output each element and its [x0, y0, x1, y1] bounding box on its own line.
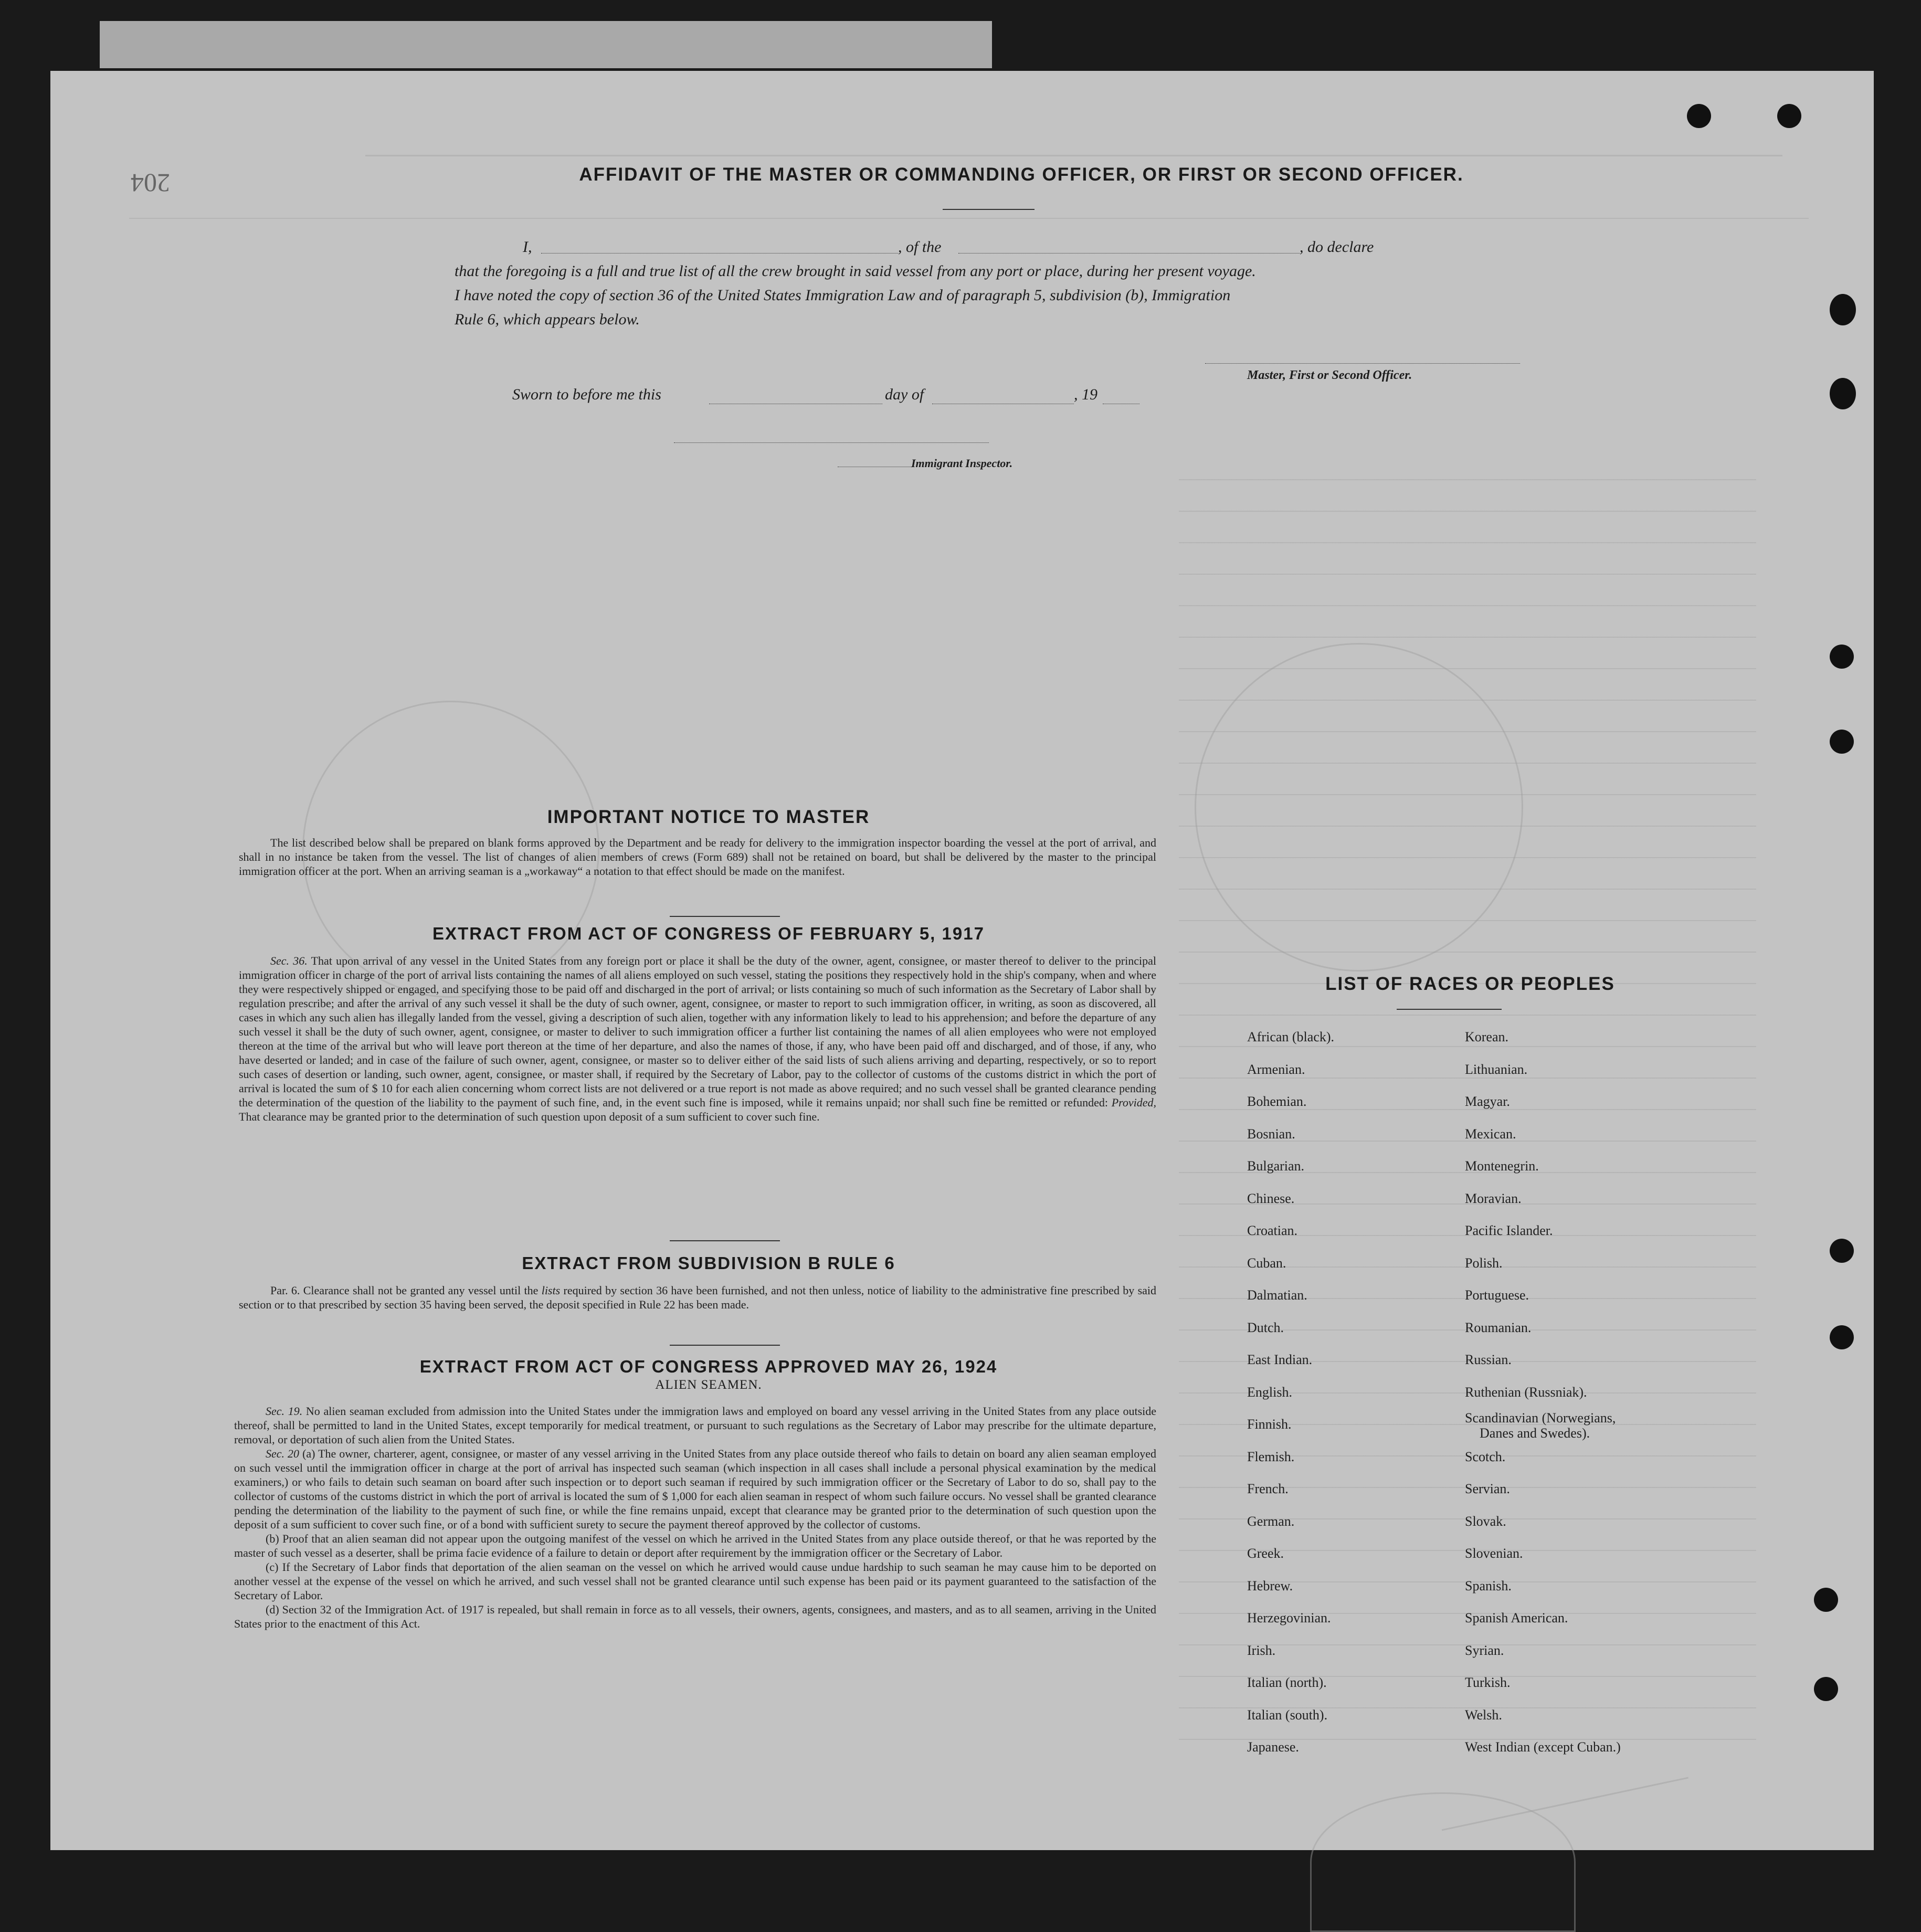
subdivision-text [239, 1283, 1156, 1312]
notice-paragraph: The list described below shall be prepared on blank forms approved by the Department and be ready for delivery to the immigration inspector boarding the vessel at the port of arrival, and shall in no instance be taken from the vessel. The list of changes of alien members of crews (Form 689) shall not be retained on board, but shall be delivered by the master to the principal immigration officer at the port. When an arriving seaman is a „workaway“ a notation to that effect should be made on the manifest. [239, 836, 1156, 878]
race-item: Finnish. [1247, 1417, 1292, 1432]
affidavit-line-3: I have noted the copy of section 36 of the United States Immigration Law and of paragraph 5, subdivision (b), Immigration [455, 287, 1231, 304]
master-signature-label: Master, First or Second Officer. [1247, 368, 1412, 382]
race-item: East Indian. [1247, 1352, 1313, 1367]
previous-page-edge [100, 21, 992, 68]
affidavit-title: AFFIDAVIT OF THE MASTER OR COMMANDING OFFICER, OR FIRST OR SECOND OFFICER. [579, 164, 1464, 185]
race-item: Korean. [1465, 1029, 1509, 1044]
section-19-paragraph [234, 1404, 1156, 1447]
sworn-end: , 19 [1074, 386, 1097, 403]
race-item: Portuguese. [1465, 1287, 1529, 1303]
race-item: Lithuanian. [1465, 1061, 1528, 1077]
race-item: Slovak. [1465, 1513, 1506, 1529]
punch-hole [1814, 1588, 1838, 1612]
section-20b-paragraph: (b) Proof that an alien seaman did not appear upon the outgoing manifest of the vessel on which he arrived in the United States from any place outside thereof, or that he was reported by the master of such vessel as a deserter, shall be prima facie evidence of a failure to detain or deport after requirement by the immigration officer or the Secretary of Labor. [234, 1532, 1156, 1559]
race-item: West Indian (except Cuban.) [1465, 1739, 1621, 1755]
races-rule [1397, 1009, 1502, 1010]
race-item: Moravian. [1465, 1190, 1522, 1206]
punch-hole [1830, 645, 1854, 669]
race-item: Herzegovinian. [1247, 1610, 1331, 1625]
handwritten-sheet-number: 204 [131, 168, 170, 198]
section-36-text: That upon arrival of any vessel in the United States from any foreign port or place it shall be the duty of the owner, agent, consignee, or master thereof to deliver to the principal immigration officer in charge of the port of arrival lists containing the names of all aliens employed on such vessel, stating the positions they respectively hold in the ship's company, when and where they were respectively shipped or engaged, and specifying those to be paid off and discharged in the port of arrival; or lists containing so much of such information as the Secretary of Labor shall by regulation prescribe; and after the arrival of any such vessel it shall be the duty of such owner, agent, consignee, or master to report to such immigration officer, in writing, as soon as discovered, all cases in which any such alien has illegally landed from the vessel, giving a description of such alien, together with any information likely to lead to his apprehension; and before the departure of any such vessel it shall be the duty of such owner, agent, consignee, or master to deliver to such immigration officer a further list containing the names of all alien employees who were not employed thereon at the time of the arrival but who will leave port thereon at the time of her departure, and also the names of those, if any, who have been paid off and discharged, and of those, if any, who have deserted or landed; and in case of the failure of such owner, agent, consignee, or master so to deliver either of the said lists of such aliens arriving and departing, respectively, or so to report such cases of desertion or landing, such owner, agent, consignee, or master shall, if required by the Secretary of Labor, pay to the collector of customs of the customs district in which the port of arrival is located the sum of $ 10 for each alien concerning whom correct lists are not delivered or a true report is not made as above required; and no such vessel shall be granted clearance pending the determination of the question of the liability to the payment of such fine, and, in the event such fine is imposed, while it remains unpaid; nor shall such fine be remitted or refunded: [239, 954, 1156, 1109]
provided-word: Provided, [1111, 1096, 1157, 1109]
race-item: Italian (south). [1247, 1707, 1328, 1723]
section-20d-paragraph: (d) Section 32 of the Immigration Act. of 1917 is repealed, but shall remain in force as to all vessels, their owners, agents, consignees, and masters, and as to all seamen, arriving in the United States prior to the enactment of this Act. [234, 1603, 1156, 1630]
races-title: LIST OF RACES OR PEOPLES [1325, 974, 1615, 994]
section-rule [670, 916, 780, 917]
sworn-line [512, 386, 1247, 410]
declare-end: , do declare [1300, 238, 1374, 256]
sworn-prefix: Sworn to before me this [512, 386, 661, 403]
inspector-signature-line [674, 442, 989, 443]
notice-text [239, 836, 1156, 878]
signature-line [1205, 363, 1520, 364]
race-item: Irish. [1247, 1642, 1276, 1658]
affidavit-body [455, 235, 1531, 332]
punch-hole [1830, 730, 1854, 754]
section-20-label: Sec. 20 [266, 1447, 300, 1460]
sworn-mid: day of [885, 386, 924, 403]
paragraph-6-text-a: Par. 6. Clearance shall not be granted any vessel until the [270, 1284, 539, 1297]
paragraph-6-text-b: required by section 36 have been furnished, and not then unless, notice of liability to the administrative fine prescribed by said section or to that prescribed by section 35 having been served, the deposit specified in Rule 22 has been made. [239, 1284, 1157, 1311]
affidavit-line-2: that the foregoing is a full and true list of all the crew brought in said vessel from any port or place, during her present voyage. [455, 262, 1256, 280]
race-item: Chinese. [1247, 1190, 1295, 1206]
race-item: Japanese. [1247, 1739, 1299, 1755]
race-item: Servian. [1465, 1481, 1510, 1496]
section-20c-paragraph: (c) If the Secretary of Labor finds that deportation of the alien seaman on the vessel on which he arrived would cause undue hardship to such seaman he may cause him to be deported on another vessel at the expense of the vessel on which he arrived, and such vessel shall not be granted clearance until such expense has been paid or its payment guaranteed to the satisfaction of the Secretary of Labor. [234, 1560, 1156, 1602]
race-item: Slovenian. [1465, 1546, 1523, 1561]
punch-hole [1830, 1239, 1854, 1263]
inspector-label-text: Immigrant Inspector. [911, 457, 1013, 470]
paragraph-6 [239, 1283, 1156, 1312]
affidavit-line-4: Rule 6, which appears below. [455, 311, 640, 328]
race-item: Bosnian. [1247, 1126, 1295, 1142]
race-item: Italian (north). [1247, 1675, 1327, 1690]
lists-word: lists [541, 1284, 561, 1297]
section-36-label: Sec. 36. [270, 954, 308, 967]
punch-hole [1814, 1677, 1838, 1701]
race-item: Montenegrin. [1465, 1158, 1539, 1174]
inspector-label [838, 457, 1012, 470]
notice-title: IMPORTANT NOTICE TO MASTER [547, 807, 870, 827]
title-rule [943, 209, 1035, 210]
subdivision-title: EXTRACT FROM SUBDIVISION B RULE 6 [522, 1253, 895, 1273]
race-item: Welsh. [1465, 1707, 1502, 1723]
race-item: Pacific Islander. [1465, 1223, 1553, 1238]
declare-mid: , of the [898, 238, 942, 256]
race-item: Mexican. [1465, 1126, 1516, 1142]
race-item: Magyar. [1465, 1094, 1510, 1109]
section-19-label: Sec. 19. [266, 1405, 303, 1418]
section-rule [670, 1345, 780, 1346]
race-item: Greek. [1247, 1546, 1284, 1561]
alien-seamen-subtitle: ALIEN SEAMEN. [655, 1378, 762, 1392]
race-item: Dalmatian. [1247, 1287, 1307, 1303]
extract-1924-title: EXTRACT FROM ACT OF CONGRESS APPROVED MAY 26, 1924 [419, 1357, 998, 1376]
race-item: Polish. [1465, 1255, 1503, 1271]
race-item: Spanish American. [1465, 1610, 1568, 1625]
section-36-text-end: That clearance may be granted prior to the determination of such question upon deposit of a sum sufficient to cover such fine. [239, 1110, 820, 1123]
races-right-column [1465, 1021, 1621, 1764]
section-20a-text: (a) The owner, charterer, agent, consignee, or master of any vessel arriving in the United States from any place outside thereof who fails to detain on board any alien seaman employed on such vessel until the immigration officer in charge at the port of arrival has inspected such seaman (which inspection in all cases shall include a personal physical examination by the medical examiners,) or who fails to detain such seaman on board after such inspection or to deport such seaman if required by such immigration officer or the Secretary of Labor to do so, shall pay to the collector of customs of the customs district in which the port of arrival is located the sum of $ 1,000 for each alien seaman in respect of whom such failure occurs. No vessel shall be granted clearance pending the determination of the liability to the payment of such fine, or while the fine remains unpaid, except that clearance may be granted prior to the determination of such question upon the deposit of a sum sufficient to cover such fine, or of a bond with sufficient surety to secure the payment thereof approved by the collector of customs. [234, 1447, 1157, 1531]
race-item: Spanish. [1465, 1578, 1512, 1593]
extract-1917-title: EXTRACT FROM ACT OF CONGRESS OF FEBRUARY 5, 1917 [432, 924, 985, 943]
section-20a-paragraph [234, 1447, 1156, 1532]
race-item: Croatian. [1247, 1223, 1298, 1238]
race-item: Roumanian. [1465, 1319, 1532, 1335]
faint-stamp [1195, 643, 1523, 972]
punch-hole [1830, 294, 1856, 325]
punch-hole [1687, 104, 1711, 128]
name-blank [541, 253, 898, 254]
race-item: Scandinavian (Norwegians, Danes and Swedes). [1465, 1410, 1616, 1441]
declare-prefix: I, [523, 238, 532, 256]
bleed-through-lines [129, 218, 1809, 226]
race-item: Russian. [1465, 1352, 1512, 1367]
extract-1924-text [234, 1404, 1156, 1631]
race-item: English. [1247, 1384, 1292, 1400]
section-36-paragraph [239, 954, 1156, 1124]
race-item: German. [1247, 1513, 1295, 1529]
race-item: Syrian. [1465, 1642, 1504, 1658]
race-item: Dutch. [1247, 1319, 1284, 1335]
race-item: Bohemian. [1247, 1094, 1307, 1109]
race-item: Turkish. [1465, 1675, 1511, 1690]
punch-hole [1830, 1325, 1854, 1349]
section-19-text: No alien seaman excluded from admission into the United States under the immigration laws and employed on board any vessel arriving in the United States from any place outside thereof, shall be permitted to land in the United States, except temporarily for medical treatment, or pursuant to such regulations as the Secretary of Labor may prescribe for the ultimate departure, removal, or deportation of such alien from the United States. [234, 1405, 1157, 1446]
punch-hole [1830, 378, 1856, 409]
manifest-sheet [50, 71, 1874, 1850]
vessel-blank [958, 253, 1300, 254]
race-item: French. [1247, 1481, 1289, 1496]
race-item: Bulgarian. [1247, 1158, 1305, 1174]
declare-line [455, 235, 1531, 259]
race-item: Hebrew. [1247, 1578, 1293, 1593]
section-rule [670, 1240, 780, 1241]
punch-hole [1777, 104, 1801, 128]
race-item: Cuban. [1247, 1255, 1286, 1271]
race-item: Scotch. [1465, 1449, 1506, 1464]
races-left-column [1247, 1021, 1334, 1764]
race-item: African (black). [1247, 1029, 1335, 1044]
extract-1917-text [239, 954, 1156, 1124]
race-item: Ruthenian (Russniak). [1465, 1384, 1587, 1400]
race-item: Armenian. [1247, 1061, 1305, 1077]
race-item: Flemish. [1247, 1449, 1295, 1464]
